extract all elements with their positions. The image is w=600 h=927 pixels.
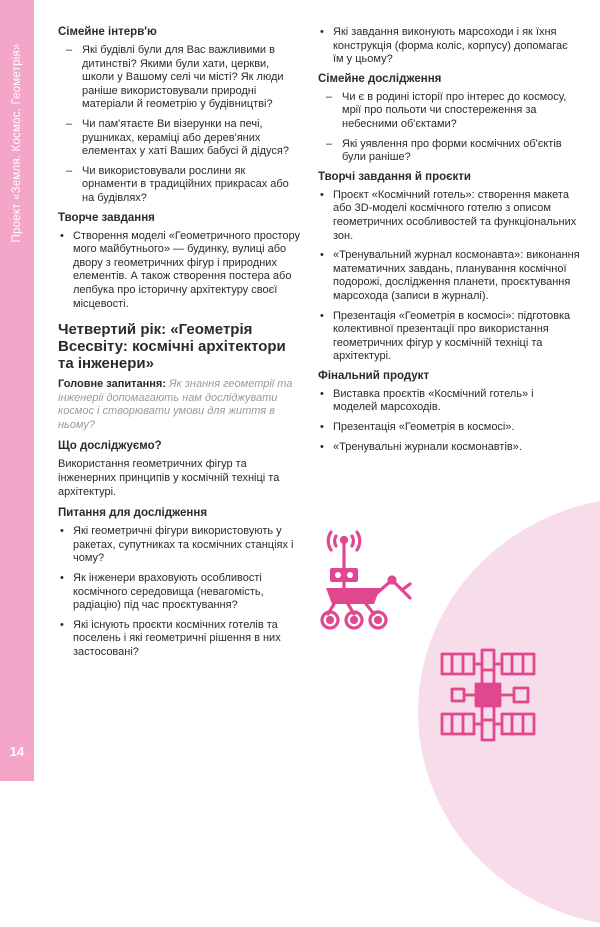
family-research-list bbox=[318, 91, 580, 165]
list-item: • Які існують проєкти космічних готелів та поселень і які геометричні рішення в них застосовані? bbox=[58, 619, 303, 660]
what-text: Використання геометричних фігур та інженерних принципів у космічній техніці та архітектурі. bbox=[58, 458, 280, 498]
final-product-list bbox=[318, 388, 580, 454]
list-item: – Які будівлі були для Вас важливими в дитинстві? Якими були хати, церкви, школи у Вашому селі чи місті? Як люди раніше використовували природні матеріали й геометрію у будівництві? bbox=[58, 44, 303, 112]
continued-research-list bbox=[318, 26, 580, 67]
right-column bbox=[318, 26, 580, 460]
what-heading: Що досліджуємо? bbox=[58, 440, 162, 453]
left-column bbox=[58, 26, 303, 666]
creative-task-list bbox=[58, 230, 303, 312]
main-question bbox=[58, 378, 303, 432]
list-item: • Які завдання виконують марсоходи і як їхня конструкція (форма коліс, корпусу) допомагає їм у цьому? bbox=[318, 26, 580, 67]
creative-projects-heading: Творчі завдання й проєкти bbox=[318, 170, 471, 183]
list-item: • Презентація «Геометрія в космосі»: підготовка колективної презентації про використання геометричних фігур у космічній техніці та архітектурі. bbox=[318, 310, 580, 364]
list-item: • Презентація «Геометрія в космосі». bbox=[318, 421, 580, 435]
family-interview-heading: Сімейне інтерв'ю bbox=[58, 26, 157, 38]
creative-projects-list bbox=[318, 189, 580, 364]
list-item: – Які уявлення про форми космічних об'єктів були раніше? bbox=[318, 138, 580, 165]
list-item: • «Тренувальні журнали космонавтів». bbox=[318, 441, 580, 455]
list-item: • Як інженери враховують особливості космічного середовища (невагомість, радіацію) під час проєктування? bbox=[58, 572, 303, 613]
list-item: – Чи пам'ятаєте Ви візерунки на печі, рушниках, кераміці або дерев'яних елементах у хаті Ваших бабусі й дідуся? bbox=[58, 118, 303, 159]
family-research-heading: Сімейне дослідження bbox=[318, 72, 442, 85]
page-sidebar bbox=[0, 0, 34, 781]
list-item: – Чи використовували рослини як орнаменти в традиційних прикрасах або на будівлях? bbox=[58, 165, 303, 206]
mars-rover-icon bbox=[318, 528, 430, 640]
year-four-title: Четвертий рік: «Геометрія Всесвіту: космічні архітектори та інженери» bbox=[58, 321, 286, 373]
list-item: • Які геометричні фігури використовують у ракетах, супутниках та космічних станціях і чому? bbox=[58, 525, 303, 566]
list-item: – Чи є в родині історії про інтерес до космосу, мрії про польоти чи спостереження за небесними об'єктами? bbox=[318, 91, 580, 132]
space-station-icon bbox=[436, 640, 546, 750]
research-list bbox=[58, 525, 303, 659]
final-product-heading: Фінальний продукт bbox=[318, 369, 430, 382]
creative-task-heading: Творче завдання bbox=[58, 211, 155, 224]
research-heading: Питання для дослідження bbox=[58, 507, 208, 520]
project-title: Проект «Земля. Космос. Геометрія» bbox=[11, 43, 23, 243]
family-interview-list bbox=[58, 44, 303, 206]
main-question-text: Як знання геометрії та інженерії допомагають нам досліджувати космос і створювати умови для життя в ньому? bbox=[58, 378, 293, 431]
list-item: • «Тренувальний журнал космонавта»: виконання математичних завдань, планування космічної подорожі, дослідження планети, проєктування марсохода (записи в журналі). bbox=[318, 249, 580, 303]
list-item: • Проєкт «Космічний готель»: створення макета або 3D-моделі космічного готелю з описом геометричних особливостей та функціональних зон. bbox=[318, 189, 580, 243]
list-item: • Створення моделі «Геометричного простору мого майбутнього» — будинку, вулиці або двору з геометричних фігур і природних елементів. А також створення постера або лепбука про історичну архітектуру своєї місцевості. bbox=[58, 230, 303, 312]
main-question-label: Головне запитання: bbox=[58, 378, 166, 391]
page-number: 14 bbox=[9, 744, 25, 759]
list-item: • Виставка проєктів «Космічний готель» і моделей марсоходів. bbox=[318, 388, 580, 415]
